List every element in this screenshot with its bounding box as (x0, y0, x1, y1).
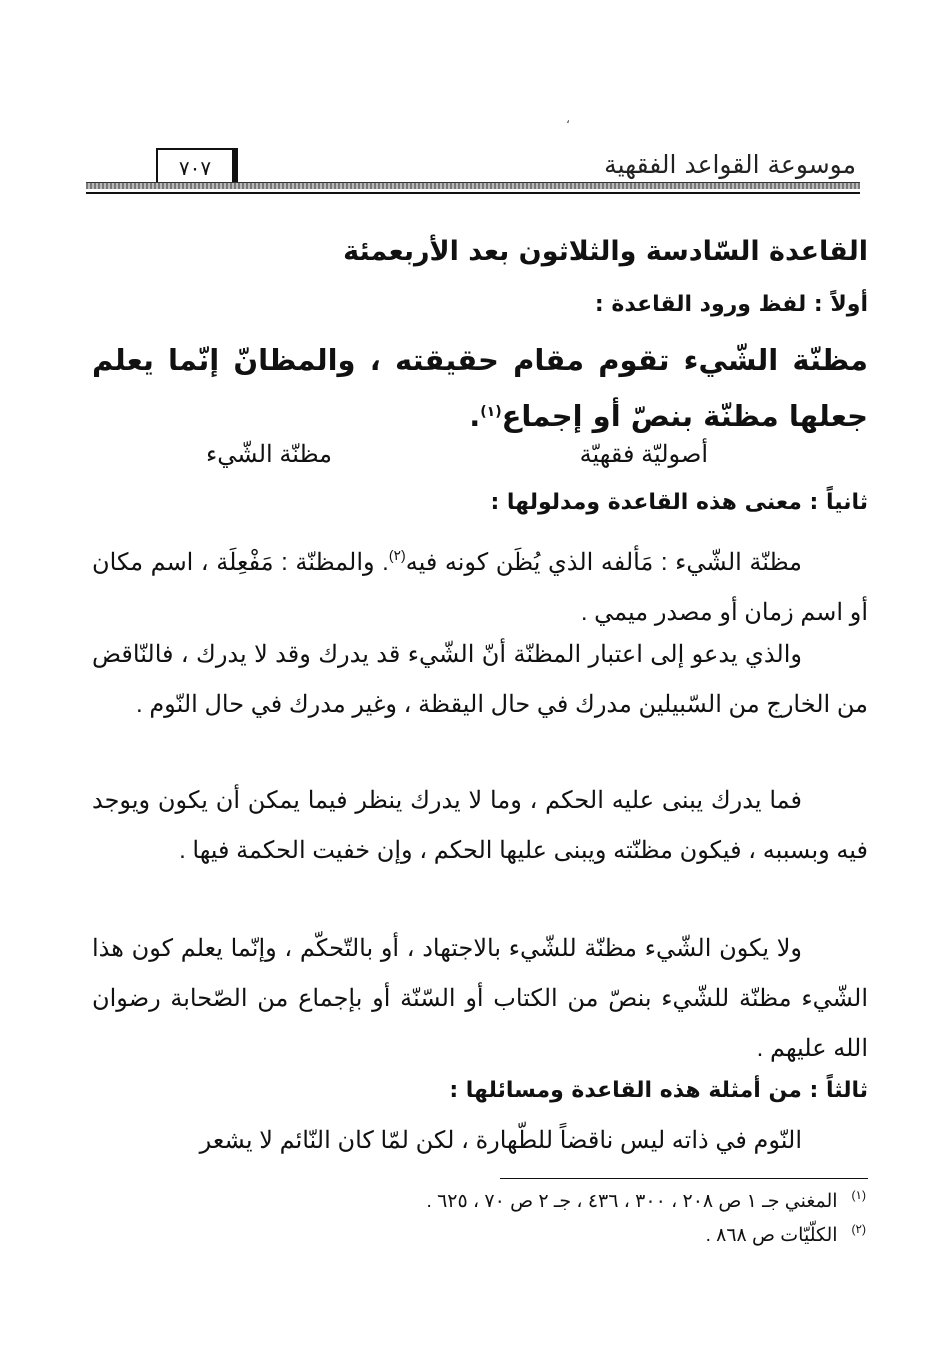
p1-text-b: . والمظنّة : مَفْعِلَة ، اسم مكان أو اسم زمان أو مصدر ميمي . (92, 549, 868, 626)
rule-keyword: مظنّة الشّيء (206, 441, 332, 468)
page-header (86, 148, 860, 194)
rule-statement-text: مظنّة الشّيء تقوم مقام حقيقته ، والمظانّ إنّما يعلم جعلها مظنّة بنصّ أو إجماع (92, 343, 868, 433)
book-title: موسوعة القواعد الفقهية (604, 150, 856, 179)
section3-heading: ثالثاً : من أمثلة هذه القاعدة ومسائلها : (449, 1078, 868, 1103)
stray-mark: ، (566, 112, 570, 126)
header-rule (86, 192, 860, 194)
rule-statement-end: . (469, 399, 481, 433)
footnote-2 (706, 1222, 866, 1247)
rule-title: القاعدة السّادسة والثلاثون بعد الأربعمئة (343, 236, 868, 267)
section2-paragraph-1 (92, 530, 868, 638)
footnote-ref-2: (٢) (388, 547, 406, 563)
rule-statement (92, 334, 868, 442)
section2-paragraph-2: والذي يدعو إلى اعتبار المظنّة أنّ الشّيء قد يدرك وقد لا يدرك ، فالنّاقض من الخارج من السّبيلين مدرك في حال اليقظة ، وغير مدرك في حال النّوم . (92, 641, 868, 718)
section2-paragraph-3: فما يدرك يبنى عليه الحكم ، وما لا يدرك ينظر فيما يمكن أن يكون ويوجد فيه وبسببه ، فيكون مظنّته ويبنى عليها الحكم ، وإن خفيت الحكمة فيها . (92, 787, 868, 864)
footnote-ref-1: (١) (480, 404, 502, 420)
footnote-2-mark: (٢) (851, 1222, 866, 1236)
footnote-1-text: المغني جـ ١ ص ٢٠٨ ، ٣٠٠ ، ٤٣٦ ، جـ ٢ ص ٧٠ ، ٦٢٥ . (426, 1191, 838, 1212)
footnote-separator (500, 1178, 868, 1179)
header-pattern-band (86, 182, 860, 189)
section2-heading: ثانياً : معنى هذه القاعدة ومدلولها : (490, 490, 868, 515)
footnote-1-mark: (١) (851, 1188, 866, 1202)
page-number: ٧٠٧ (156, 148, 238, 188)
section1-heading: أولاً : لفظ ورود القاعدة : (594, 292, 868, 317)
p1-text-a: مظنّة الشّيء : مَألفه الذي يُظَن كونه فيه (405, 549, 803, 576)
section3-paragraph-1: النّوم في ذاته ليس ناقضاً للطّهارة ، لكن لمّا كان النّائم لا يشعر (199, 1127, 802, 1154)
footnote-1 (427, 1188, 867, 1213)
footnote-2-text: الكلّيّات ص ٨٦٨ . (705, 1225, 838, 1246)
rule-type: أصوليّة فقهيّة (579, 441, 708, 468)
section2-paragraph-4: ولا يكون الشّيء مظنّة للشّيء بالاجتهاد ، أو بالتّحكّم ، وإنّما يعلم كون هذا الشّيء مظنّة للشّيء بنصّ من الكتاب أو السّنّة أو بإجماع من الصّحابة رضوان الله عليهم . (92, 935, 868, 1062)
